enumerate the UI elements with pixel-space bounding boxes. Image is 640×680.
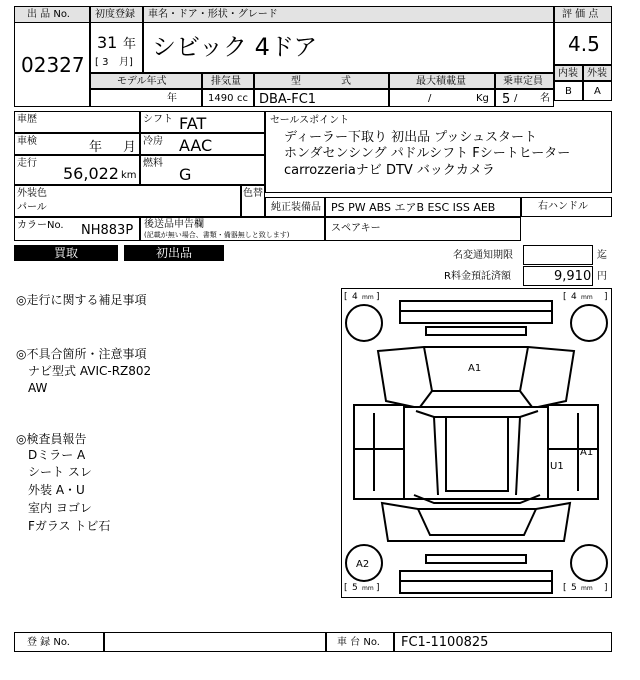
- type-value: DBA-FC1: [259, 92, 317, 107]
- displacement-label-cell: [202, 73, 254, 89]
- color-no-value: NH883P: [81, 223, 134, 238]
- inspection-year-unit: 年: [89, 140, 103, 155]
- tire-fl-value: 4: [352, 292, 358, 302]
- car-diagram: [342, 289, 611, 597]
- sales-points-box: [265, 111, 612, 193]
- score-label: 評 価 点: [562, 9, 599, 20]
- capacity-sep: /: [514, 93, 518, 104]
- reg-no-cell: [104, 632, 326, 652]
- left-side-body: [354, 405, 404, 499]
- first-reg-cell: [90, 22, 143, 73]
- type-cell: [254, 89, 389, 107]
- capacity-unit: 名: [540, 93, 550, 104]
- lot-number-cell: [14, 22, 90, 107]
- displacement-cell: [202, 89, 254, 107]
- mark-left-rear-wheel: A2: [356, 559, 370, 570]
- tire-fr-unit: mm: [581, 294, 593, 301]
- equipment-label-cell: [265, 197, 325, 217]
- defects-line-1: ナビ型式 AVIC-RZ802: [28, 364, 152, 378]
- rear-garnish: [426, 555, 526, 563]
- aftermarket-value-cell: [325, 217, 521, 241]
- inspector-line-1: Dミラー A: [28, 448, 86, 462]
- reg-month-unit: 月]: [119, 57, 133, 68]
- car-name-cell: [143, 22, 554, 73]
- sales-point-line-1: ディーラー下取り 初出品 プッシュスタート: [284, 130, 538, 145]
- mileage-value: 56,022: [63, 164, 119, 183]
- shift-label: シフト: [143, 114, 173, 125]
- aftermarket-value: スペアキー: [331, 223, 381, 234]
- equipment-label: 純正装備品: [271, 202, 321, 213]
- defects-heading: ◎不具合箇所・注意事項: [16, 347, 147, 361]
- wheel-front-left: [346, 305, 382, 341]
- car-name-label-cell: [143, 6, 554, 23]
- reg-month: [ 3: [95, 57, 109, 68]
- reg-no-label-cell: [14, 632, 104, 652]
- type-label-cell: [254, 73, 389, 89]
- inspector-line-5: Fガラス トビ石: [28, 519, 111, 533]
- aftermarket-note: (記載が無い場合、書類・備器無しと致します): [144, 231, 290, 239]
- kaitori-badge: 買取: [14, 245, 118, 261]
- sales-points-label: セールスポイント: [270, 115, 350, 126]
- steering-value: 右ハンドル: [538, 201, 588, 212]
- ext-color-cell: [14, 185, 241, 217]
- fuel-cell: [140, 155, 265, 185]
- score-cell: [554, 22, 612, 65]
- inspector-heading: ◎検査員報告: [16, 432, 87, 446]
- model-year-label: モデル年式: [117, 76, 167, 87]
- capacity-label-cell: [495, 73, 554, 89]
- color-change-label: 色替: [243, 188, 263, 199]
- svg-text:]: ]: [376, 583, 380, 593]
- chassis-label: 車 台 No.: [337, 637, 380, 648]
- displacement-unit: cc: [237, 93, 248, 104]
- inspection-cell: [14, 133, 140, 155]
- name-change-label: 名変通知期限: [453, 250, 513, 261]
- tire-rl-value: 5: [352, 583, 358, 593]
- recycle-unit: 円: [597, 271, 607, 282]
- recycle-value: 9,910: [554, 269, 592, 284]
- color-no-cell: [14, 217, 140, 241]
- wheel-front-right: [571, 305, 607, 341]
- interior-label-cell: [554, 65, 583, 81]
- displacement-value: 1490: [208, 93, 234, 104]
- tire-rr-value: 5: [571, 583, 577, 593]
- hood: [378, 347, 574, 407]
- ac-value: AAC: [179, 136, 213, 155]
- inspection-month-unit: 月: [123, 140, 137, 155]
- interior-grade-cell: [554, 81, 583, 101]
- name-change-cell: [523, 245, 593, 265]
- car-name-label: 車名・ドア・形状・グレード: [148, 9, 278, 20]
- lot-label: 出 品 No.: [27, 9, 70, 20]
- shift-value: FAT: [179, 114, 207, 133]
- max-load-label-cell: [389, 73, 495, 89]
- model-year-cell: [90, 89, 202, 107]
- score-label-cell: [554, 6, 612, 23]
- chassis-label-cell: [326, 632, 394, 652]
- history-cell: [14, 111, 140, 133]
- reg-year-unit: 年: [123, 37, 137, 52]
- exterior-label: 外装: [587, 68, 607, 79]
- reg-no-label: 登 録 No.: [27, 637, 70, 648]
- mileage-label: 走行: [17, 158, 37, 169]
- mileage-unit: km: [121, 170, 137, 181]
- exterior-label-cell: [583, 65, 612, 81]
- equipment-value: PS PW ABS エアB ESC ISS AEB: [331, 201, 496, 214]
- model-year-unit: 年: [167, 93, 177, 104]
- svg-text:]: ]: [604, 292, 608, 302]
- inspector-line-3: 外装 A・U: [28, 483, 85, 497]
- fuel-value: G: [179, 165, 192, 184]
- equipment-cell: [325, 197, 521, 217]
- fuel-label: 燃料: [143, 158, 163, 169]
- exterior-grade: A: [594, 86, 601, 97]
- svg-text:]: ]: [376, 292, 380, 302]
- car-name: シビック 4ドア: [152, 33, 318, 61]
- lot-label-cell: [14, 6, 90, 23]
- shift-cell: [140, 111, 265, 133]
- color-no-label: カラーNo.: [17, 220, 64, 231]
- svg-text:[: [: [563, 583, 567, 593]
- wheel-rear-right: [571, 545, 607, 581]
- color-change-cell: [241, 185, 265, 217]
- defects-line-2: AW: [28, 381, 48, 395]
- inspection-label: 車検: [17, 136, 37, 147]
- type-label: 型 式: [291, 76, 351, 87]
- max-load-cell: [389, 89, 495, 107]
- aftermarket-label: 後送品申告欄: [144, 219, 204, 230]
- aftermarket-cell: [140, 217, 325, 241]
- tire-rr-unit: mm: [581, 585, 593, 592]
- interior-grade: B: [565, 86, 572, 97]
- tire-rl-unit: mm: [362, 585, 374, 592]
- inspector-line-2: シート スレ: [28, 465, 92, 479]
- capacity-cell: [495, 89, 554, 107]
- inspector-line-4: 室内 ヨゴレ: [28, 501, 92, 515]
- driving-heading: ◎走行に関する補足事項: [16, 293, 147, 307]
- displacement-label: 排気量: [211, 76, 241, 87]
- ac-label: 冷房: [143, 136, 163, 147]
- max-load-unit: Kg: [476, 93, 489, 104]
- recycle-cell: [523, 266, 593, 286]
- lot-number: 02327: [21, 53, 85, 77]
- svg-text:[: [: [344, 292, 348, 302]
- recycle-label: R料金預託済額: [444, 271, 511, 282]
- mark-right-front: A1: [580, 447, 594, 458]
- mileage-cell: [14, 155, 140, 185]
- score-value: 4.5: [568, 32, 600, 56]
- model-year-label-cell: [90, 73, 202, 89]
- first-reg-label: 初度登録: [95, 9, 135, 20]
- ext-color-value: パール: [17, 202, 47, 213]
- first-listing-badge: 初出品: [124, 245, 224, 261]
- svg-text:[: [: [563, 292, 567, 302]
- ac-cell: [140, 133, 265, 155]
- svg-text:]: ]: [604, 583, 608, 593]
- tire-fr-value: 4: [571, 292, 577, 302]
- svg-text:[: [: [344, 583, 348, 593]
- interior-label: 内装: [558, 68, 578, 79]
- capacity-label: 乗車定員: [503, 76, 543, 87]
- capacity-value: 5: [502, 92, 511, 107]
- chassis-cell: [394, 632, 612, 652]
- tire-fl-unit: mm: [362, 294, 374, 301]
- max-load-label: 最大積載量: [416, 76, 466, 87]
- name-change-unit: 迄: [597, 250, 607, 261]
- first-reg-label-cell: [90, 6, 143, 23]
- chassis-value: FC1-1100825: [401, 635, 489, 650]
- exterior-grade-cell: [583, 81, 612, 101]
- max-load-sep: /: [428, 93, 432, 104]
- reg-year: 31: [97, 33, 118, 52]
- ext-color-label: 外装色: [17, 188, 47, 199]
- history-label: 車歴: [17, 114, 37, 125]
- front-grille: [426, 327, 526, 335]
- steering-cell: [521, 197, 612, 217]
- car-diagram-frame: [341, 288, 612, 598]
- mark-hood: A1: [468, 363, 482, 374]
- sales-point-line-3: carrozzeriaナビ DTV バックカメラ: [284, 163, 495, 178]
- roof: [446, 417, 508, 491]
- mark-right-door: U1: [550, 461, 564, 472]
- sales-point-line-2: ホンダセンシング パドルシフト Fシートヒーター: [284, 146, 571, 161]
